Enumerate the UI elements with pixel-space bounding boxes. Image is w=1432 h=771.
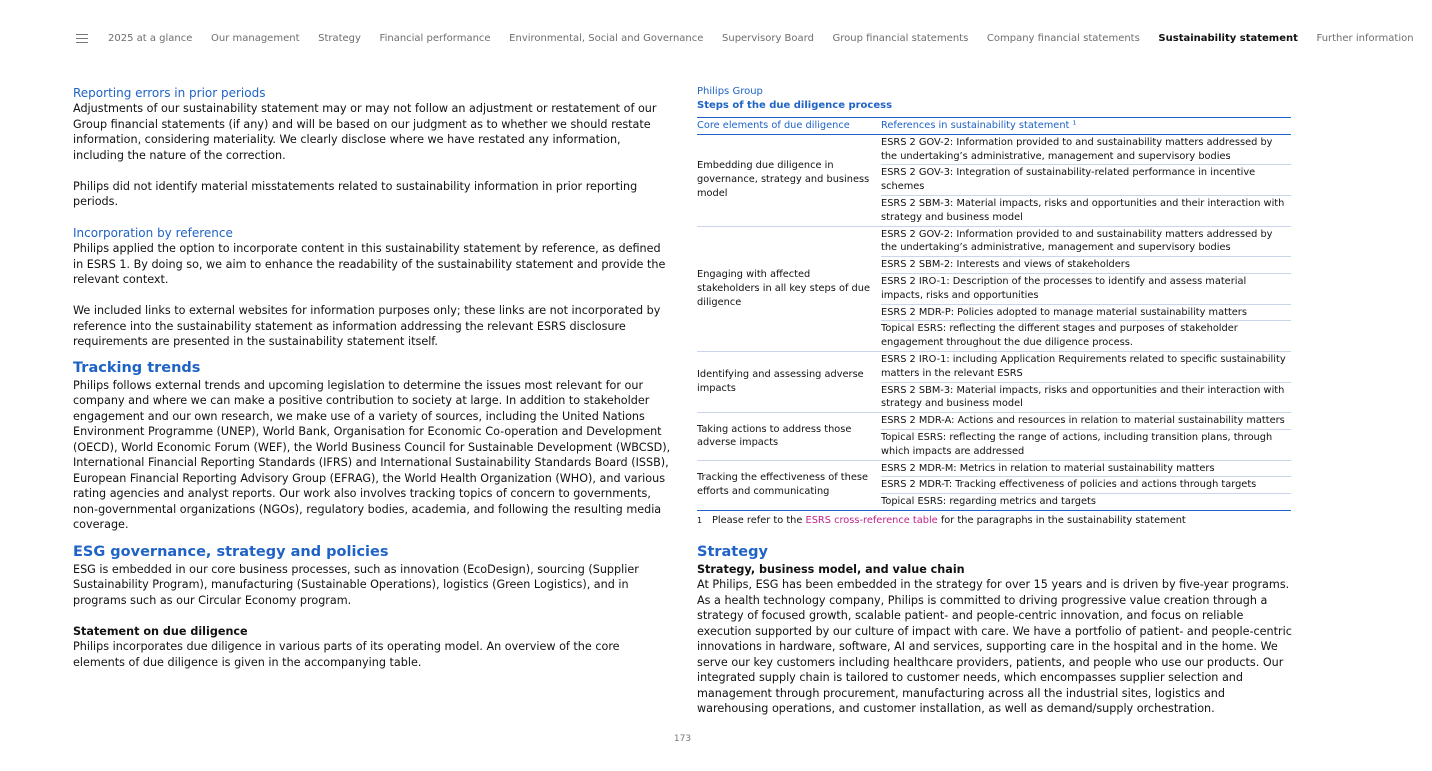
right-column (697, 85, 1297, 717)
table-caption-company: Philips Group (697, 86, 763, 97)
due-diligence-paragraph: Philips incorporates due diligence in various parts of its operating model. An overview of the core elements of due diligence is given in the accompanying table. (73, 640, 620, 669)
nav-item-strategy[interactable]: Strategy (318, 32, 361, 44)
nav-item-company-financial-statements[interactable]: Company financial statements (986, 32, 1140, 44)
table-row (697, 134, 1291, 165)
nav-item-our-management[interactable]: Our management (211, 32, 300, 44)
table-row (697, 413, 1291, 430)
incorporation-paragraph-1: Philips applied the option to incorporate content in this sustainability statement by reference, as defined in ESRS 1. By doing so, we aim to enhance the readability of the sustainability statement and provide the relevant context. (73, 242, 666, 286)
tracking-trends-heading: Tracking trends (73, 359, 201, 376)
nav-item-further-information[interactable]: Further information (1316, 32, 1414, 44)
nav-item-financial-performance[interactable]: Financial performance (379, 32, 491, 44)
column-header-references: References in sustainability statement ¹ (881, 118, 1291, 135)
reference-cell: ESRS 2 MDR-T: Tracking effectiveness of policies and actions through targets (881, 477, 1291, 494)
reference-cell: ESRS 2 GOV-2: Information provided to and sustainability matters addressed by the undertaking’s administrative, management and supervisory bodies (881, 134, 1291, 165)
nav-item-supervisory-board[interactable]: Supervisory Board (722, 32, 814, 44)
nav-item-at-a-glance[interactable]: 2025 at a glance (108, 32, 193, 44)
reference-cell: Topical ESRS: reflecting the different stages and purposes of stakeholder engagement throughout the due diligence process. (881, 321, 1291, 352)
reference-cell: ESRS 2 IRO-1: including Application Requirements related to specific sustainability matters in the relevant ESRS (881, 351, 1291, 382)
due-diligence-heading: Statement on due diligence (73, 624, 248, 638)
nav-item-esg[interactable]: Environmental, Social and Governance (509, 32, 704, 44)
table-row (697, 226, 1291, 257)
table-footnote (697, 514, 1297, 528)
reference-cell: ESRS 2 MDR-A: Actions and resources in relation to material sustainability matters (881, 413, 1291, 430)
top-navigation (76, 30, 1432, 46)
esrs-cross-reference-link[interactable]: ESRS cross-reference table (805, 514, 938, 526)
reporting-errors-paragraph-1: Adjustments of our sustainability statement may or may not follow an adjustment or restatement of our Group financial statements (if any) and will be based on our judgment as to whether we should restate information, considering materiality. We clearly disclose where we have restated any information, including the nature of the correction. (73, 102, 657, 162)
esg-governance-paragraph: ESG is embedded in our core business processes, such as innovation (EcoDesign), sourcing (Supplier Sustainability Program), manufacturing (Sustainable Operations), logistics (Green Logistics), and in programs such as our Circular Economy program. (73, 562, 639, 607)
reporting-errors-heading: Reporting errors in prior periods (73, 86, 266, 100)
page-number: 173 (673, 734, 692, 744)
nav-item-group-financial-statements[interactable]: Group financial statements (832, 32, 969, 44)
footnote-text-pre: Please refer to the (712, 514, 806, 526)
table-caption-title: Steps of the due diligence process (697, 100, 893, 111)
left-column (73, 85, 673, 670)
core-element-cell: Taking actions to address those adverse impacts (697, 413, 881, 460)
nav-item-sustainability-statement[interactable]: Sustainability statement (1158, 32, 1298, 44)
core-element-cell: Engaging with affected stakeholders in all key steps of due diligence (697, 226, 881, 351)
due-diligence-table (697, 117, 1291, 511)
reference-cell: Topical ESRS: regarding metrics and targets (881, 494, 1291, 511)
esg-governance-heading: ESG governance, strategy and policies (73, 543, 389, 560)
strategy-subheading: Strategy, business model, and value chain (697, 562, 965, 576)
reference-cell: ESRS 2 SBM-3: Material impacts, risks and opportunities and their interaction with strategy and business model (881, 195, 1291, 226)
table-row (697, 460, 1291, 477)
reference-cell: ESRS 2 MDR-M: Metrics in relation to material sustainability matters (881, 460, 1291, 477)
column-header-core: Core elements of due diligence (697, 118, 881, 135)
strategy-heading: Strategy (697, 543, 768, 560)
reference-cell: ESRS 2 MDR-P: Policies adopted to manage material sustainability matters (881, 304, 1291, 321)
core-element-cell: Tracking the effectiveness of these efforts and communicating (697, 460, 881, 510)
table-row (697, 351, 1291, 382)
reference-cell: ESRS 2 SBM-3: Material impacts, risks and opportunities and their interaction with strategy and business model (881, 382, 1291, 413)
hamburger-menu-icon[interactable] (76, 34, 88, 43)
core-element-cell: Identifying and assessing adverse impacts (697, 351, 881, 412)
reference-cell: ESRS 2 IRO-1: Description of the processes to identify and assess material impacts, risks and opportunities (881, 273, 1291, 304)
reporting-errors-paragraph-2: Philips did not identify material misstatements related to sustainability information in prior reporting periods. (73, 179, 638, 208)
strategy-paragraph: At Philips, ESG has been embedded in the strategy for over 15 years and is driven by five-year programs. As a health technology company, Philips is committed to driving progressive value creation through a strategy of focused growth, scalable patient- and people-centric innovation, and focus on reliable execution supported by our culture of impact with care. We have a portfolio of patient- and people-centric innovations in hardware, software, AI and services, supporting care in the hospital and in the home. We serve our key customers including healthcare providers, patients, and people who use our products. Our integrated supply chain is tailored to customer needs, which encompasses supplier selection and management through procurement, manufacturing across all the industrial sites, logistics and warehousing operations, and customer installation, as well as demand/supply orchestration. (697, 578, 1292, 716)
incorporation-paragraph-2: We included links to external websites for information purposes only; these links are not incorporated by reference into the sustainability statement as information addressing the relevant ESRS disclosure requirements are presented in the sustainability statement itself. (73, 304, 661, 348)
footnote-text-post: for the paragraphs in the sustainability statement (937, 514, 1186, 526)
reference-cell: ESRS 2 GOV-2: Information provided to and sustainability matters addressed by the undertaking’s administrative, management and supervisory bodies (881, 226, 1291, 257)
footnote-number: 1 (697, 515, 703, 525)
tracking-trends-paragraph: Philips follows external trends and upcoming legislation to determine the issues most relevant for our company and where we can make a positive contribution to society at large. In addition to stakeholder engagement and our own research, we make use of a variety of sources, including the United Nations Environment Programme (UNEP), World Bank, Organisation for Economic Co-operation and Development (OECD), World Economic Forum (WEF), the World Business Council for Sustainable Development (WBCSD), International Financial Reporting Standards (IFRS) and International Sustainability Standards Board (ISSB), European Financial Reporting Advisory Group (EFRAG), the World Health Organization (WHO), and various rating agencies and analyst reports. Our work also involves tracking topics of concern to governments, non-governmental organizations (NGOs), regulatory bodies, academia, and following the resulting media coverage. (73, 378, 671, 531)
core-element-cell: Embedding due diligence in governance, strategy and business model (697, 134, 881, 226)
incorporation-heading: Incorporation by reference (73, 226, 233, 240)
reference-cell: ESRS 2 GOV-3: Integration of sustainability-related performance in incentive schemes (881, 165, 1291, 196)
reference-cell: Topical ESRS: reflecting the range of actions, including transition plans, through which impacts are addressed (881, 429, 1291, 460)
reference-cell: ESRS 2 SBM-2: Interests and views of stakeholders (881, 257, 1291, 274)
